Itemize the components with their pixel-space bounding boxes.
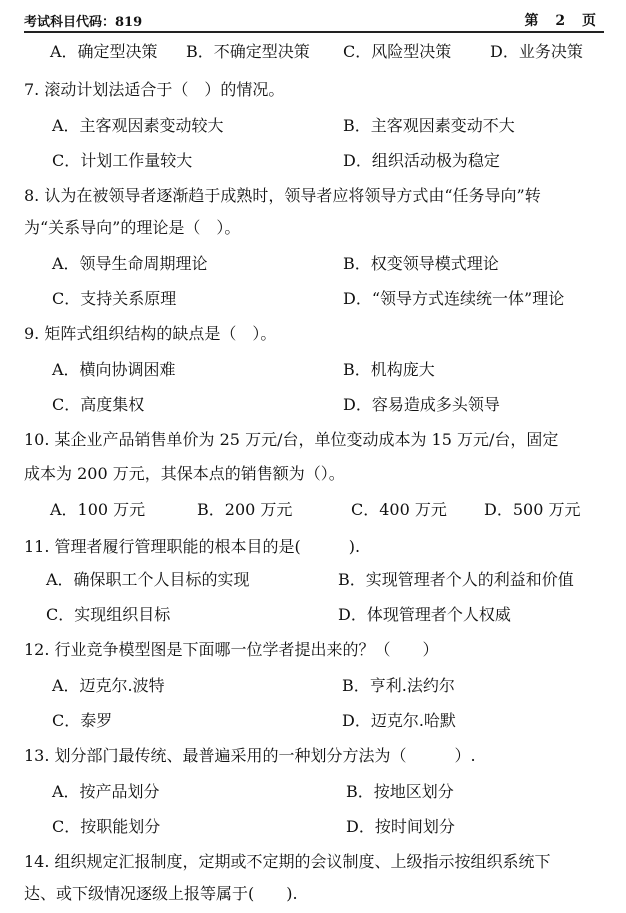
q6-option-a: A．确定型决策: [50, 42, 158, 61]
q10-option-d: D．500 万元: [484, 500, 581, 519]
q11-option-c: C．实现组织目标: [46, 605, 171, 624]
subject-code: 考试科目代码：819: [24, 15, 143, 30]
q7-option-a: A．主客观因素变动较大: [52, 116, 224, 135]
q7-option-c: C．计划工作量较大: [52, 151, 193, 170]
q7-option-d: D．组织活动极为稳定: [343, 151, 500, 170]
q14-stem-line2: 达、或下级情况逐级上报等属于( ).: [24, 884, 298, 903]
page-number: 第 2 页: [524, 13, 602, 29]
q7-stem: 7. 滚动计划法适合于（ ）的情况。: [24, 80, 285, 99]
q7-option-b: B．主客观因素变动不大: [343, 116, 515, 135]
q12-option-c: C．泰罗: [52, 711, 113, 730]
q9-option-d: D．容易造成多头领导: [343, 395, 500, 414]
q13-option-a: A．按产品划分: [52, 782, 160, 801]
q10-stem-line1: 10. 某企业产品销售单价为 25 万元/台，单位变动成本为 15 万元/台，固定: [24, 430, 559, 449]
q8-option-a: A．领导生命周期理论: [52, 254, 208, 273]
q12-option-a: A．迈克尔.波特: [52, 676, 165, 695]
q11-option-d: D．体现管理者个人权威: [338, 605, 511, 624]
q14-stem-line1: 14. 组织规定汇报制度，定期或不定期的会议制度、上级指示按组织系统下: [24, 852, 551, 871]
q9-option-a: A．横向协调困难: [52, 360, 176, 379]
header-rule: [24, 31, 604, 33]
q9-option-c: C．高度集权: [52, 395, 145, 414]
q8-stem-line1: 8. 认为在被领导者逐渐趋于成熟时，领导者应将领导方式由“任务导向”转: [24, 186, 541, 205]
q12-stem: 12. 行业竞争模型图是下面哪一位学者提出来的？（ ）: [24, 640, 439, 659]
page-header: [24, 8, 602, 30]
q11-option-a: A．确保职工个人目标的实现: [46, 570, 250, 589]
q8-stem-line2: 为“关系导向”的理论是（ ）。: [24, 218, 241, 237]
q11-option-b: B．实现管理者个人的利益和价值: [338, 570, 574, 589]
q13-option-b: B．按地区划分: [346, 782, 454, 801]
q10-option-b: B．200 万元: [197, 500, 293, 519]
q9-stem: 9. 矩阵式组织结构的缺点是（ ）。: [24, 324, 277, 343]
q6-option-b: B．不确定型决策: [186, 42, 310, 61]
q13-option-d: D．按时间划分: [346, 817, 455, 836]
q8-option-c: C．支持关系原理: [52, 289, 177, 308]
q6-option-d: D．业务决策: [490, 42, 583, 61]
q10-stem-line2: 成本为 200 万元，其保本点的销售额为（）。: [24, 464, 345, 483]
q13-stem: 13. 划分部门最传统、最普遍采用的一种划分方法为（ ）.: [24, 746, 476, 765]
q11-stem: 11. 管理者履行管理职能的根本目的是( ).: [24, 537, 361, 556]
q12-option-b: B．亨利.法约尔: [342, 676, 455, 695]
q9-option-b: B．机构庞大: [343, 360, 435, 379]
q13-option-c: C．按职能划分: [52, 817, 161, 836]
q6-option-c: C．风险型决策: [343, 42, 452, 61]
q8-option-d: D．“领导方式连续统一体”理论: [343, 289, 565, 308]
q12-option-d: D．迈克尔.哈默: [342, 711, 456, 730]
q10-option-a: A．100 万元: [50, 500, 146, 519]
q10-option-c: C．400 万元: [351, 500, 447, 519]
q8-option-b: B．权变领导模式理论: [343, 254, 499, 273]
